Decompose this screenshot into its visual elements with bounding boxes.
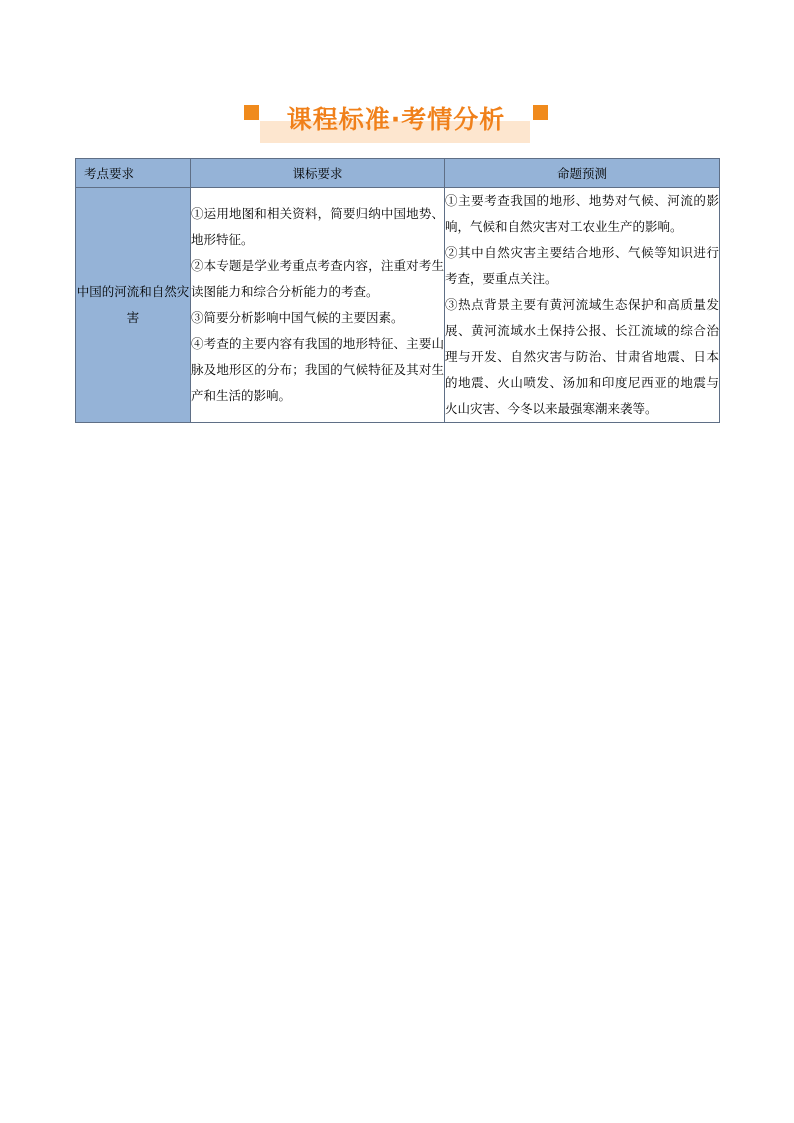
requirement-item: ①运用地图和相关资料，简要归纳中国地势、地形特征。	[191, 206, 444, 247]
requirements-cell	[191, 188, 445, 423]
prediction-item: ①主要考查我国的地形、地势对气候、河流的影响，气候和自然灾害对工农业生产的影响。	[445, 193, 719, 234]
banner-title: 课程标准·考情分析	[286, 105, 506, 134]
header-exam-point: 考点要求	[76, 159, 191, 188]
requirement-item: ④考查的主要内容有我国的地形特征、主要山脉及地形区的分布；我国的气候特征及其对生产和生活的影响。	[191, 336, 444, 403]
table-header-row	[76, 159, 720, 188]
header-curriculum-requirement: 课标要求	[191, 159, 445, 188]
requirement-item: ③简要分析影响中国气候的主要因素。	[191, 310, 404, 325]
prediction-item: ②其中自然灾害主要结合地形、气候等知识进行考查，要重点关注。	[445, 245, 719, 286]
requirement-item: ②本专题是学业考重点考查内容，注重对考生读图能力和综合分析能力的考查。	[191, 258, 444, 299]
exam-analysis-table	[75, 158, 720, 423]
topic-cell: 中国的河流和自然灾害	[76, 188, 191, 423]
table-row	[76, 188, 720, 423]
header-prediction: 命题预测	[445, 159, 720, 188]
section-banner	[244, 100, 548, 144]
prediction-item: ③热点背景主要有黄河流域生态保护和高质量发展、黄河流域水土保持公报、长江流域的综合治理与开发、自然灾害与防治、甘肃省地震、日本的地震、火山喷发、汤加和印度尼西亚的地震与火山灾害、今冬以来最强寒潮来袭等。	[445, 297, 719, 416]
predictions-cell	[445, 188, 720, 423]
